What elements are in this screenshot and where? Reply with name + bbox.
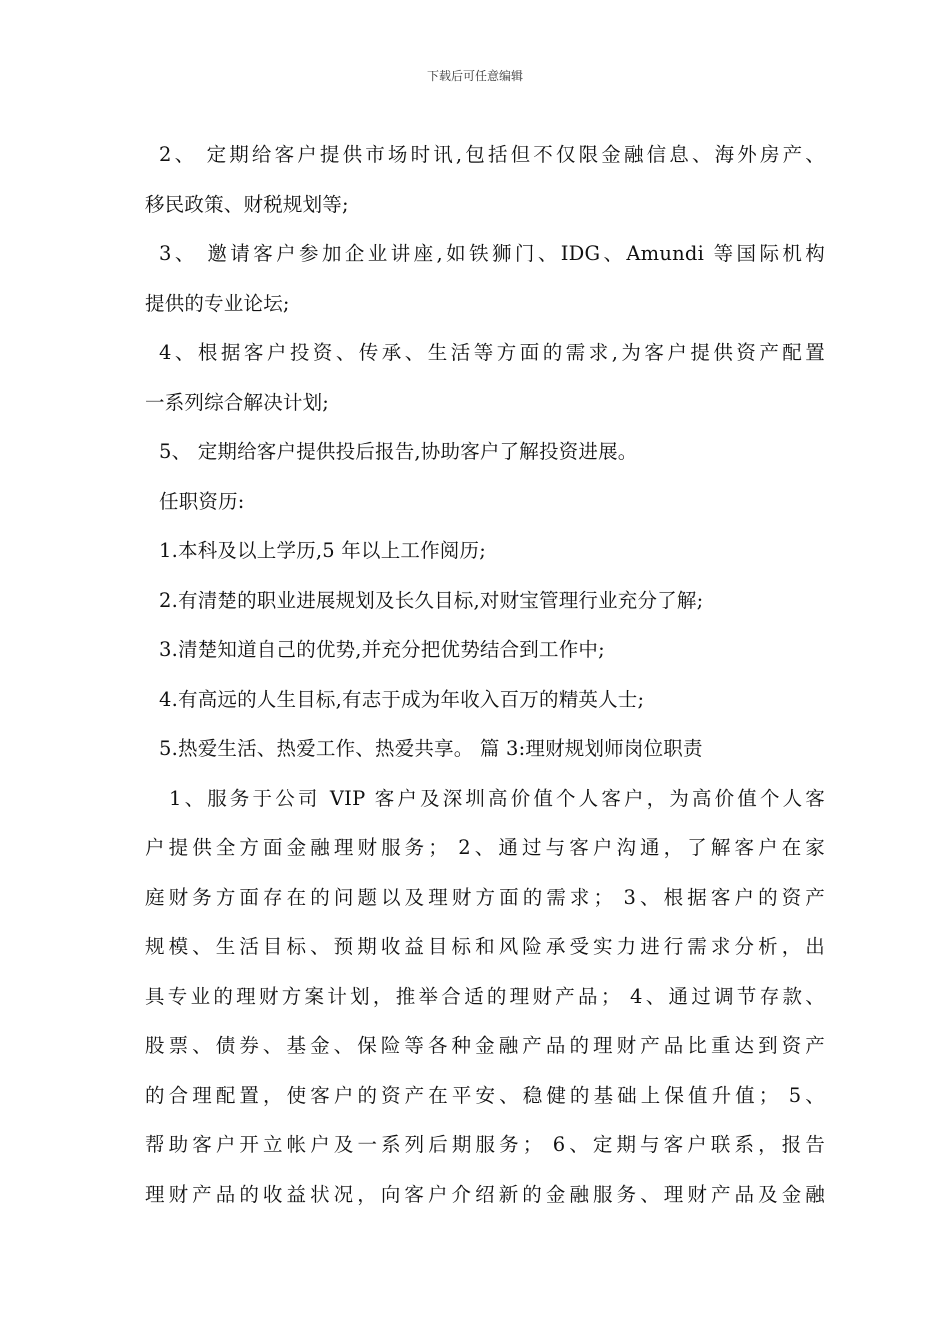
paragraph-line: 1、服务于公司 VIP 客户及深圳高价值个人客户，为高价值个人客	[169, 786, 825, 810]
list-item: 1.本科及以上学历,5 年以上工作阅历;	[159, 539, 486, 562]
paragraph-line: 户提供全方面金融理财服务； 2、通过与客户沟通，了解客户在家	[145, 836, 825, 859]
paragraph-line: 提供的专业论坛;	[145, 291, 290, 315]
list-item: 2.有清楚的职业进展规划及长久目标,对财宝管理行业充分了解;	[159, 588, 704, 612]
list-item: 3.清楚知道自己的优势,并充分把优势结合到工作中;	[159, 638, 605, 661]
section-heading: 任职资历:	[159, 489, 245, 513]
paragraph-line: 2、 定期给客户提供市场时讯,包括但不仅限金融信息、海外房产、	[159, 143, 825, 166]
header-note: 下载后可任意编辑	[426, 69, 523, 83]
paragraph-line: 一系列综合解决计划;	[145, 390, 330, 414]
paragraph-line: 理财产品的收益状况，向客户介绍新的金融服务、理财产品及金融	[145, 1182, 825, 1206]
paragraph-line: 具专业的理财方案计划，推举合适的理财产品； 4、通过调节存款、	[145, 984, 825, 1008]
paragraph-line: 4、根据客户投资、传承、生活等方面的需求,为客户提供资产配置	[159, 341, 825, 364]
document-body	[145, 130, 825, 1219]
paragraph-line: 规模、生活目标、预期收益目标和风险承受实力进行需求分析，出	[145, 935, 825, 958]
list-item: 5.热爱生活、热爱工作、热爱共享。 篇 3:理财规划师岗位职责	[159, 737, 703, 760]
paragraph-line: 庭财务方面存在的问题以及理财方面的需求； 3、根据客户的资产	[145, 885, 825, 909]
paragraph-line: 移民政策、财税规划等;	[145, 192, 349, 216]
paragraph-line: 5、 定期给客户提供投后报告,协助客户了解投资进展。	[159, 440, 638, 463]
paragraph-line: 股票、债券、基金、保险等各种金融产品的理财产品比重达到资产	[145, 1034, 825, 1057]
paragraph-line: 3、 邀请客户参加企业讲座,如铁狮门、IDG、Amundi 等国际机构	[159, 242, 825, 265]
paragraph-line: 帮助客户开立帐户及一系列后期服务； 6、定期与客户联系，报告	[145, 1133, 825, 1156]
paragraph-line: 的合理配置，使客户的资产在平安、稳健的基础上保值升值； 5、	[145, 1083, 825, 1107]
list-item: 4.有高远的人生目标,有志于成为年收入百万的精英人士;	[159, 687, 645, 711]
